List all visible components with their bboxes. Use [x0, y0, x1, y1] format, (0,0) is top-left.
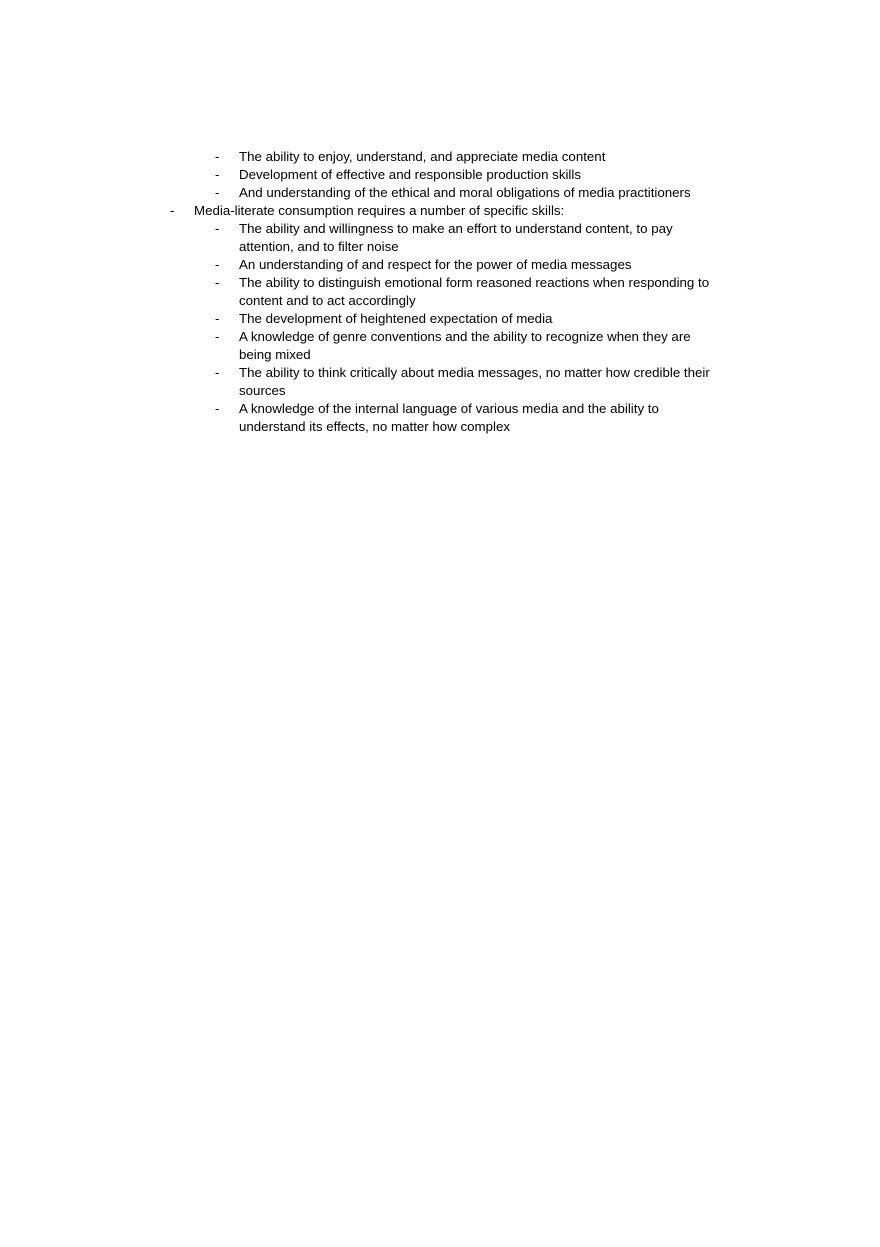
- bullet-dash: -: [215, 221, 220, 236]
- list-item-text: And understanding of the ethical and moral obligations of media practitioners: [239, 185, 691, 200]
- list-item: [0, 148, 880, 166]
- list-item-text: A knowledge of the internal language of various media and the ability to understand its effects, no matter how complex: [239, 401, 659, 434]
- list-item: [0, 184, 880, 202]
- list-item: [0, 364, 880, 400]
- list-item-text: The ability to enjoy, understand, and appreciate media content: [239, 149, 606, 164]
- main-point-text: Media-literate consumption requires a number of specific skills:: [194, 203, 565, 218]
- list-item-text: Development of effective and responsible production skills: [239, 167, 581, 182]
- list-item-text: The development of heightened expectation of media: [239, 311, 553, 326]
- main-list-item: [0, 202, 880, 220]
- list-item-text: The ability and willingness to make an effort to understand content, to pay attention, and to filter noise: [239, 221, 673, 254]
- list-item: [0, 400, 880, 436]
- list-item-text: The ability to think critically about media messages, no matter how credible their sources: [239, 365, 710, 398]
- bullet-dash: -: [215, 185, 220, 200]
- bullet-dash: -: [170, 203, 175, 218]
- bullet-dash: -: [215, 401, 220, 416]
- bullet-dash: -: [215, 149, 220, 164]
- list-item-text: An understanding of and respect for the power of media messages: [239, 257, 632, 272]
- document-page: [0, 148, 880, 436]
- bullet-dash: -: [215, 311, 220, 326]
- bullet-dash: -: [215, 329, 220, 344]
- list-item: [0, 310, 880, 328]
- list-item-text: A knowledge of genre conventions and the ability to recognize when they are being mixed: [239, 329, 691, 362]
- bullet-dash: -: [215, 275, 220, 290]
- list-item: [0, 328, 880, 364]
- list-item: [0, 256, 880, 274]
- bullet-dash: -: [215, 167, 220, 182]
- bullet-dash: -: [215, 257, 220, 272]
- bullet-dash: -: [215, 365, 220, 380]
- list-item-text: The ability to distinguish emotional form reasoned reactions when responding to content and to act accordingly: [239, 275, 710, 308]
- list-item: [0, 274, 880, 310]
- list-item: [0, 220, 880, 256]
- list-item: [0, 166, 880, 184]
